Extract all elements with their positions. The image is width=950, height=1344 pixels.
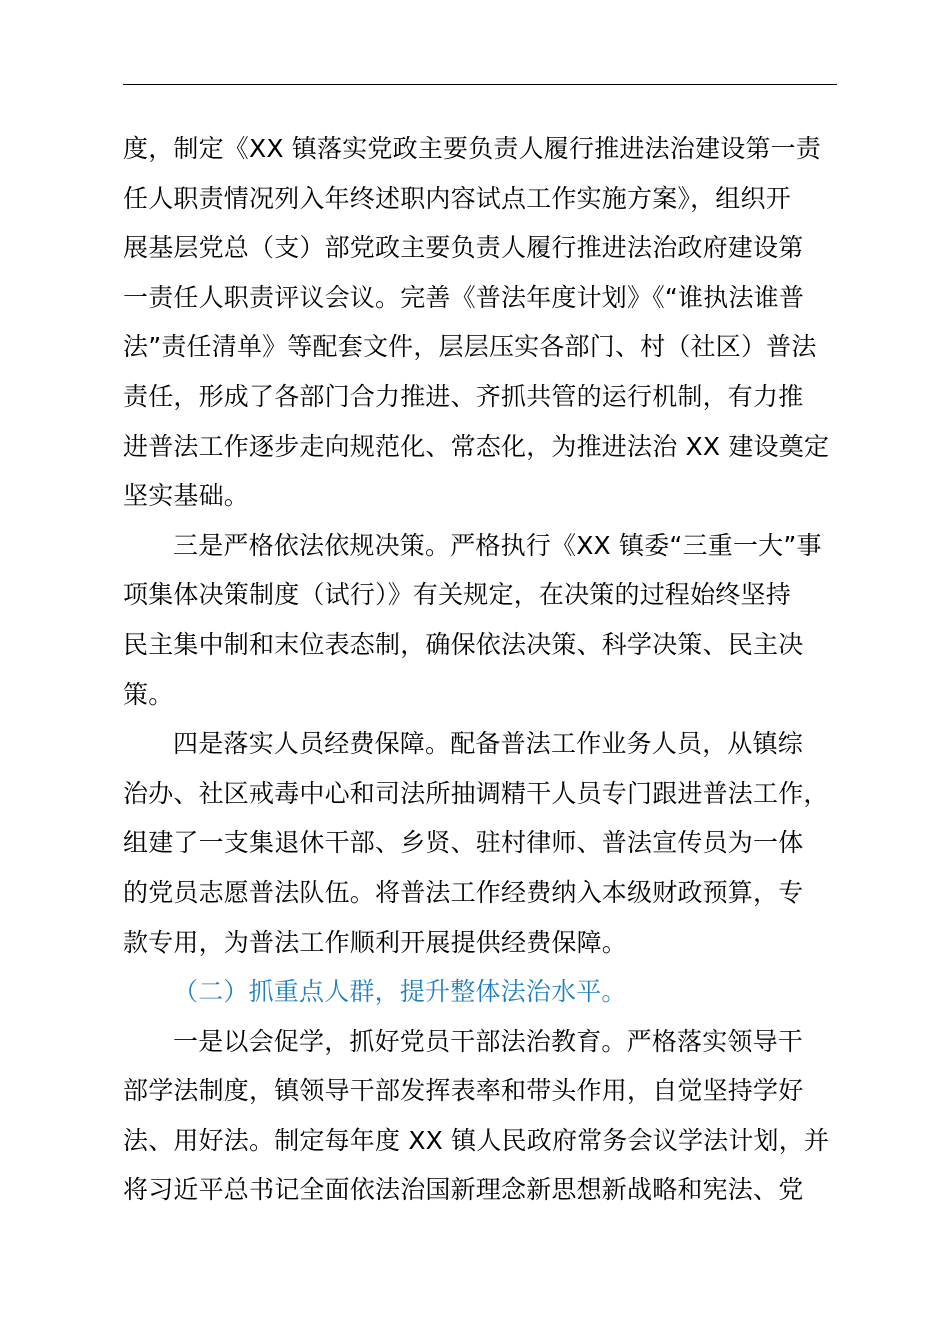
text-line: 坚实基础。 (123, 481, 250, 511)
text-line: 责任，形成了各部门合力推进、齐抓共管的运行机制，有力推 (123, 381, 804, 411)
paragraph-start-line: 三是严格依法依规决策。严格执行《XX 镇委“三重一大”事 (173, 530, 822, 560)
text-line: 治办、社区戒毒中心和司法所抽调精干人员专门跟进普法工作， (123, 778, 829, 808)
text-line: 的党员志愿普法队伍。将普法工作经费纳入本级财政预算，专 (123, 877, 804, 907)
text-line: 策。 (123, 679, 174, 709)
text-line: 一责任人职责评议会议。完善《普法年度计划》《“谁执法谁普 (123, 282, 805, 312)
text-line: 组建了一支集退休干部、乡贤、驻村律师、普法宣传员为一体 (123, 828, 804, 858)
text-line: 度，制定《XX 镇落实党政主要负责人履行推进法治建设第一责 (123, 134, 822, 163)
text-line: 款专用，为普法工作顺利开展提供经费保障。 (123, 927, 628, 957)
text-line: 项集体决策制度（试行）》有关规定，在决策的过程始终坚持 (123, 580, 791, 610)
header-rule (123, 84, 837, 85)
text-line: 民主集中制和末位表态制，确保依法决策、科学决策、民主决 (123, 629, 804, 659)
document-body (123, 124, 863, 1215)
paragraph-start-line: 四是落实人员经费保障。配备普法工作业务人员，从镇综 (173, 729, 804, 759)
text-line: 部学法制度，镇领导干部发挥表率和带头作用，自觉坚持学好 (123, 1076, 804, 1106)
text-line: 进普法工作逐步走向规范化、常态化，为推进法治 XX 建设奠定 (123, 431, 830, 461)
text-line: 任人职责情况列入年终述职内容试点工作实施方案》，组织开 (123, 183, 791, 213)
paragraph-start-line: 一是以会促学，抓好党员干部法治教育。严格落实领导干 (173, 1026, 804, 1056)
text-line: 法、用好法。制定每年度 XX 镇人民政府常务会议学法计划，并 (123, 1125, 830, 1155)
text-line: 将习近平总书记全面依法治国新理念新思想新战略和宪法、党 (123, 1175, 804, 1205)
text-line: 法”责任清单》等配套文件，层层压实各部门、村（社区）普法 (123, 332, 817, 362)
section-heading: （二）抓重点人群，提升整体法治水平。 (173, 977, 627, 1007)
text-line: 展基层党总（支）部党政主要负责人履行推进法治政府建设第 (123, 233, 804, 263)
